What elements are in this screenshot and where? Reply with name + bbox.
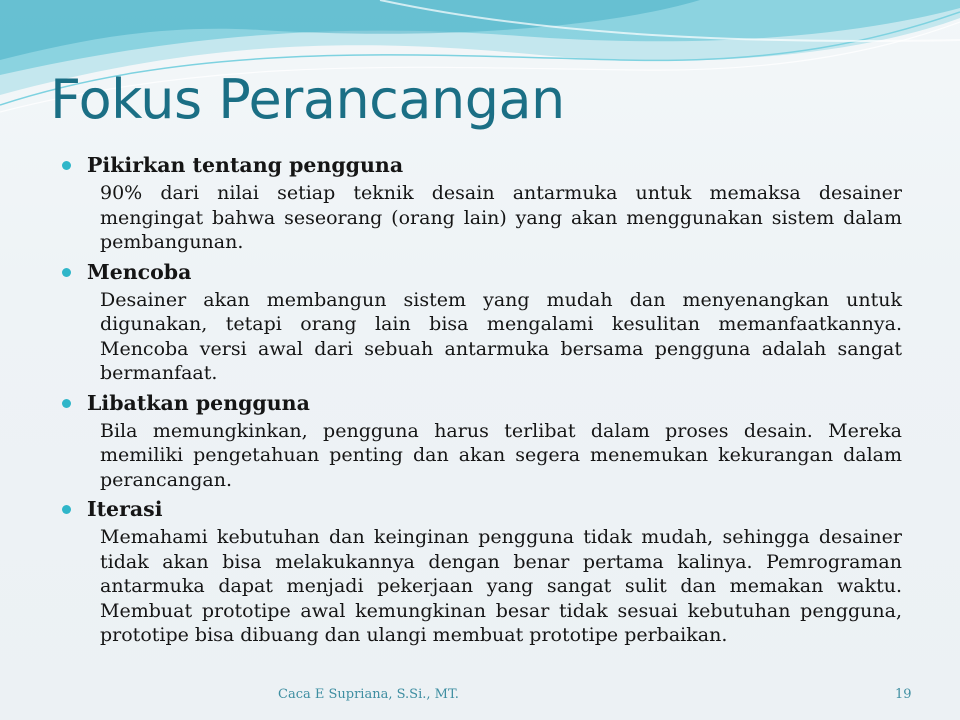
bullet-heading [62, 152, 902, 179]
heading-text: Iterasi [87, 497, 163, 521]
slide-title: Fokus Perancangan [50, 68, 565, 131]
bullet-body: Desainer akan membangun sistem yang mudah dan menyenangkan untuk digunakan, tetapi orang lain bisa mengalami kesulitan memanfaatkannya. Mencoba versi awal dari sebuah antarmuka bersama pengguna adalah sangat bermanfaat. [100, 288, 902, 384]
list-item [62, 152, 902, 255]
heading-text: Pikirkan tentang pengguna [87, 153, 404, 177]
bullet-body: Memahami kebutuhan dan keinginan pengguna tidak mudah, sehingga desainer tidak akan bisa melakukannya dengan benar pertama kalinya. Pemrograman antarmuka dapat menjadi pekerjaan yang sangat sulit dan memakan waktu. Membuat prototipe awal kemungkinan besar tidak sesuai kebutuhan pengguna, prototipe bisa dibuang dan ulangi membuat prototipe perbaikan. [100, 526, 902, 646]
list-item [62, 259, 902, 386]
bullet-heading [62, 496, 902, 523]
bullet-dot-icon [62, 505, 71, 514]
list-item [62, 496, 902, 648]
page-number: 19 [895, 687, 912, 702]
bullet-heading [62, 390, 902, 417]
bullet-body: 90% dari nilai setiap teknik desain antarmuka untuk memaksa desainer mengingat bahwa seseorang (orang lain) yang akan menggunakan sistem dalam pembangunan. [100, 182, 902, 253]
bullet-dot-icon [62, 161, 71, 170]
heading-text: Libatkan pengguna [87, 390, 310, 415]
heading-text: Mencoba [87, 259, 192, 284]
bullet-dot-icon [62, 399, 71, 408]
bullet-dot-icon [62, 268, 71, 277]
bullet-list [62, 152, 902, 652]
bullet-body: Bila memungkinkan, pengguna harus terlibat dalam proses desain. Mereka memiliki pengetahuan penting dan akan segera menemukan kekurangan dalam perancangan. [100, 419, 902, 491]
footer-author: Caca E Supriana, S.Si., MT. [278, 687, 459, 702]
list-item [62, 390, 902, 493]
bullet-heading [62, 259, 902, 286]
